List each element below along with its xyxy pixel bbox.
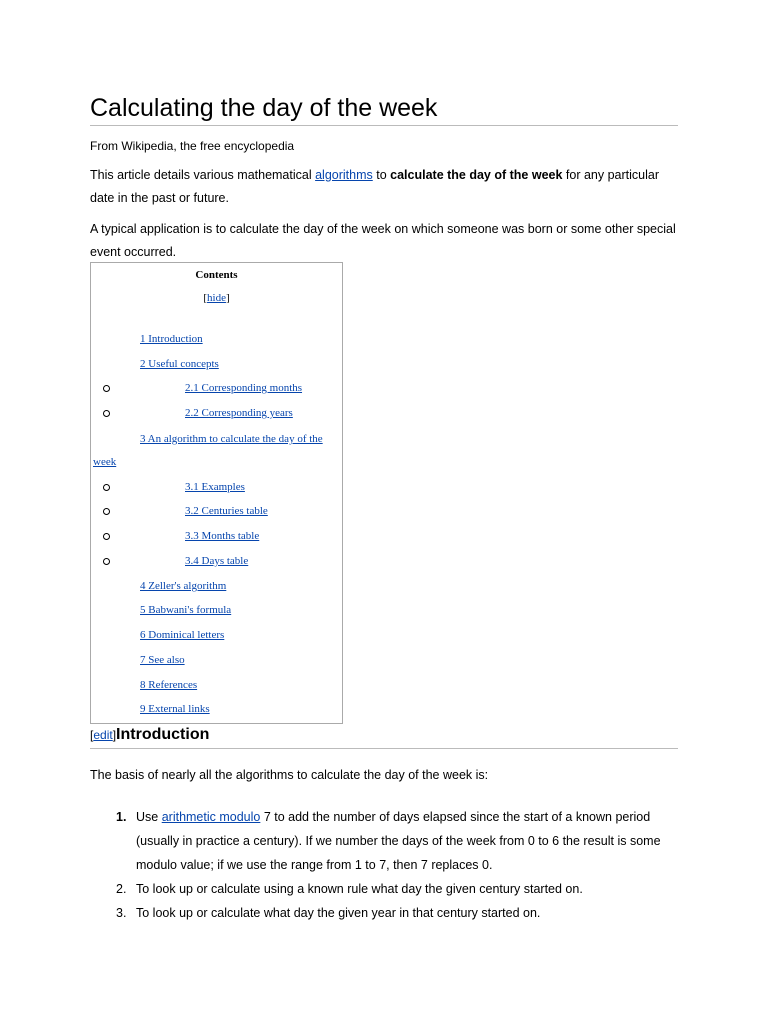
list-item [90,805,680,877]
edit-link[interactable]: edit [93,728,113,742]
intro-paragraph-1 [90,164,678,210]
toc-link[interactable]: 6 Dominical letters [140,629,225,641]
toc-link[interactable]: 2.2 Corresponding years [185,407,293,419]
toc-link[interactable]: 7 See also [140,654,185,666]
list-item [90,877,680,901]
toc-link[interactable]: 3 An algorithm to calculate the day of the [140,433,323,445]
section-lead: The basis of nearly all the algorithms to calculate the day of the week is: [90,768,489,782]
step-text: To look up or calculate using a known rule what day the given century started on. [136,882,583,896]
toc-link[interactable]: 1 Introduction [140,333,203,345]
toc-link[interactable]: 4 Zeller's algorithm [140,580,227,592]
step-text: To look up or calculate what day the given year in that century started on. [136,906,541,920]
page-title: Calculating the day of the week [90,92,678,126]
step-text: 7 to add the number of days elapsed since the start of a known period (usually in practice a century). If we number the days of the week from 0 to 6 the result is some modulo value; if we use the range from 1 to 7, then 7 replaces 0. [136,810,661,872]
toc-link[interactable]: 3.4 Days table [185,555,249,567]
toc-link[interactable]: 3.2 Centuries table [185,505,268,517]
bullet-icon [103,508,110,515]
intro-bold-term: calculate the day of the week [390,168,563,182]
arithmetic-modulo-link[interactable]: arithmetic modulo [161,810,261,824]
toc-link[interactable]: 3.1 Examples [185,481,245,493]
edit-bracket: ] [112,728,117,742]
toc-hide [91,291,342,305]
list-number: 3. [116,906,127,920]
toc-title: Contents [195,269,238,281]
toc-hide-link[interactable]: hide [207,292,226,304]
article-header [90,92,678,264]
bullet-icon [103,484,110,491]
section-title: Introduction [116,726,210,743]
toc-link[interactable]: week [93,456,117,468]
edit-section [90,728,116,742]
bullet-icon [103,410,110,417]
bullet-icon [103,385,110,392]
table-of-contents [90,262,343,724]
edit-bracket: [ [90,728,94,742]
step-text: Use [136,810,162,824]
steps-list [90,805,680,925]
intro-text: to [372,168,391,182]
toc-link[interactable]: 5 Babwani's formula [140,604,232,616]
toc-link[interactable]: 2.1 Corresponding months [185,382,303,394]
toc-bracket: [ [203,292,208,304]
intro-paragraph-2: A typical application is to calculate the day of the week on which someone was born or some other special event occurred. [90,222,676,259]
algorithms-link[interactable]: algorithms [315,168,373,182]
toc-bracket: ] [225,292,230,304]
list-item [90,901,680,925]
toc-link[interactable]: 2 Useful concepts [140,358,219,370]
list-number: 2. [116,882,127,896]
bullet-icon [103,533,110,540]
bullet-icon [103,558,110,565]
intro-text: for any particular date in the past or future. [90,168,660,205]
toc-link[interactable]: 8 References [140,679,198,691]
tagline: From Wikipedia, the free encyclopedia [90,139,295,153]
intro-text: This article details various mathematical [90,168,316,182]
toc-link[interactable]: 3.3 Months table [185,530,260,542]
toc-link[interactable]: 9 External links [140,703,210,715]
section-heading [90,726,678,749]
list-number: 1. [116,810,127,824]
